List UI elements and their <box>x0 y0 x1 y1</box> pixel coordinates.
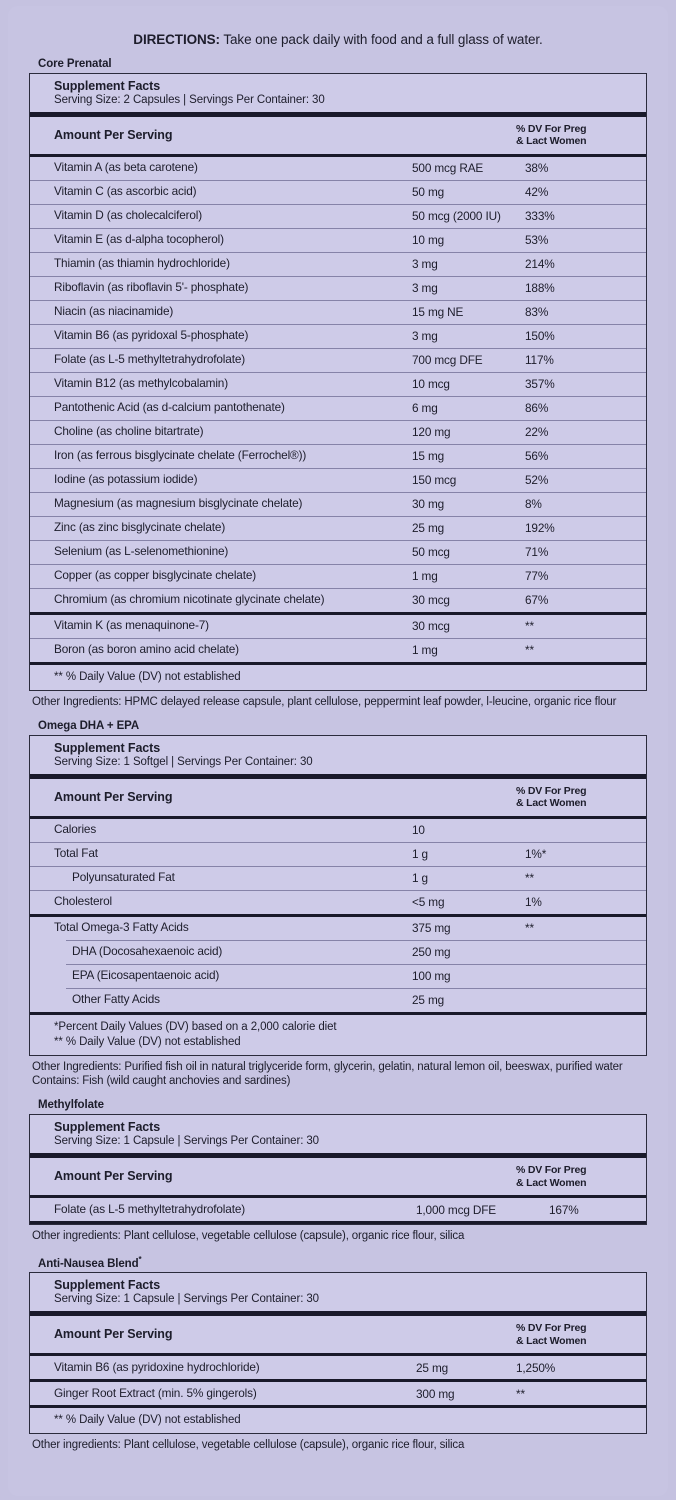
table-row <box>30 181 646 204</box>
nutrient-daily-value: 22% <box>525 425 549 440</box>
dv-header-line2: & Lact Women <box>516 797 587 810</box>
nutrient-amount: 30 mcg <box>412 593 450 608</box>
nutrient-daily-value: 188% <box>525 281 555 296</box>
nutrient-name: Chromium (as chromium nicotinate glycinate chelate) <box>54 592 325 607</box>
nutrient-name: Total Fat <box>54 846 98 861</box>
nutrient-amount: <5 mg <box>412 895 445 910</box>
nutrient-name: Magnesium (as magnesium bisglycinate chelate) <box>54 496 303 511</box>
serving-info: Serving Size: 1 Softgel | Servings Per Container: 30 <box>54 756 313 769</box>
directions-label: DIRECTIONS: <box>133 32 220 47</box>
table-row <box>30 349 646 372</box>
nutrient-daily-value: 117% <box>525 353 554 368</box>
table-row <box>30 589 646 612</box>
section-title: Methylfolate <box>38 1099 104 1112</box>
supplement-facts-title: Supplement Facts <box>54 1278 161 1293</box>
nutrient-name: Vitamin A (as beta carotene) <box>54 160 198 175</box>
nutrient-amount: 3 mg <box>412 329 438 344</box>
supplement-facts-panel <box>29 1272 647 1434</box>
nutrient-name: Vitamin C (as ascorbic acid) <box>54 184 197 199</box>
nutrient-amount: 50 mcg <box>412 545 450 560</box>
table-row <box>30 843 646 866</box>
section-title: Core Prenatal <box>38 58 112 70</box>
nutrient-name: Folate (as L-5 methyltetrahydrofolate) <box>54 352 246 367</box>
supplement-facts-header <box>30 1115 646 1153</box>
nutrient-daily-value: 71% <box>525 545 549 560</box>
nutrient-rows <box>30 1198 646 1221</box>
footnote-group <box>30 1015 646 1055</box>
nutrient-name: Iron (as ferrous bisglycinate chelate (Ferrochel®)) <box>54 448 307 463</box>
nutrient-name: EPA (Eicosapentaenoic acid) <box>72 968 220 983</box>
section-core-prenatal <box>29 47 647 709</box>
dv-header-line2: & Lact Women <box>516 1334 587 1347</box>
table-row <box>30 989 646 1012</box>
nutrient-name: Vitamin B12 (as methylcobalamin) <box>54 376 228 391</box>
table-row <box>30 565 646 588</box>
dv-header-line1: % DV For Preg <box>516 1322 587 1335</box>
table-row <box>30 277 646 300</box>
nutrient-amount: 1 g <box>412 847 428 862</box>
table-row <box>30 397 646 420</box>
nutrient-name: Vitamin D (as cholecalciferol) <box>54 208 203 223</box>
nutrient-daily-value: 333% <box>525 209 555 224</box>
other-ingredients-text: Other Ingredients: Purified fish oil in natural triglyceride form, glycerin, gelatin, natural lemon oil, beeswax, purified water <box>32 1060 623 1073</box>
nutrient-daily-value: 167% <box>549 1202 579 1217</box>
table-row <box>30 325 646 348</box>
supplement-facts-panel <box>29 1114 647 1225</box>
table-row <box>30 1382 646 1405</box>
nutrient-amount: 300 mg <box>416 1386 455 1401</box>
nutrient-name: Folate (as L-5 methyltetrahydrofolate) <box>54 1201 246 1216</box>
nutrient-daily-value: 86% <box>525 401 549 416</box>
nutrient-amount: 150 mcg <box>412 473 457 488</box>
nutrient-daily-value: 38% <box>525 161 549 176</box>
nutrient-amount: 30 mcg <box>412 619 450 634</box>
nutrient-name: Vitamin E (as d-alpha tocopherol) <box>54 232 224 247</box>
table-row <box>30 819 646 842</box>
table-row <box>30 867 646 890</box>
nutrient-name: Ginger Root Extract (min. 5% gingerols) <box>54 1385 257 1400</box>
nutrient-name: Thiamin (as thiamin hydrochloride) <box>54 256 230 271</box>
footnote-not-established: ** % Daily Value (DV) not established <box>54 1035 241 1048</box>
nutrient-name: Choline (as choline bitartrate) <box>54 424 204 439</box>
nutrient-daily-value: ** <box>516 1386 525 1401</box>
directions-body: Take one pack daily with food and a full glass of water. <box>219 32 543 47</box>
nutrient-amount: 15 mg <box>412 449 445 464</box>
nutrient-daily-value: 1,250% <box>516 1360 556 1375</box>
other-ingredients <box>29 1056 647 1089</box>
amount-per-serving-label: Amount Per Serving <box>54 1327 173 1342</box>
label-card <box>8 6 668 1496</box>
nutrient-daily-value: 357% <box>525 377 555 392</box>
nutrient-name: Vitamin B6 (as pyridoxine hydrochloride) <box>54 1359 260 1374</box>
nutrient-name: Calories <box>54 822 97 837</box>
footnote: ** % Daily Value (DV) not established <box>54 1414 241 1427</box>
nutrient-daily-value: 192% <box>525 521 555 536</box>
table-row <box>30 205 646 228</box>
nutrient-amount: 15 mg NE <box>412 305 464 320</box>
serving-info: Serving Size: 2 Capsules | Servings Per Container: 30 <box>54 94 325 106</box>
supplement-facts-title: Supplement Facts <box>54 79 161 93</box>
supplement-facts-title: Supplement Facts <box>54 1120 161 1135</box>
nutrient-name: Copper (as copper bisglycinate chelate) <box>54 568 257 583</box>
table-row <box>30 493 646 516</box>
other-ingredients: Other ingredients: Plant cellulose, vegetable cellulose (capsule), organic rice flour, silica <box>32 1230 465 1243</box>
dv-header-line1: % DV For Preg <box>516 123 587 135</box>
nutrient-amount: 10 mcg <box>412 377 450 392</box>
table-row <box>30 615 646 638</box>
dv-header-line1: % DV For Preg <box>516 785 587 798</box>
nutrient-amount: 120 mg <box>412 425 451 440</box>
nutrient-daily-value: ** <box>525 921 534 936</box>
nutrient-name: Pantothenic Acid (as d-calcium pantothenate) <box>54 400 285 415</box>
nutrient-daily-value: 1%* <box>525 847 547 862</box>
amount-per-serving-label: Amount Per Serving <box>54 790 173 805</box>
table-row <box>30 541 646 564</box>
dv-header-line2: & Lact Women <box>516 1176 587 1189</box>
nutrient-rows <box>30 819 646 914</box>
nutrient-amount: 25 mg <box>416 1360 449 1375</box>
nutrient-amount: 25 mg <box>412 993 445 1008</box>
nutrient-amount: 1 mg <box>412 643 438 658</box>
serving-info: Serving Size: 1 Capsule | Servings Per Container: 30 <box>54 1293 319 1306</box>
nutrient-daily-value: ** <box>525 871 534 886</box>
supplement-facts-panel <box>29 73 647 691</box>
nutrient-daily-value: 150% <box>525 329 555 344</box>
nutrient-name: Selenium (as L-selenomethionine) <box>54 544 229 559</box>
table-row <box>30 941 646 964</box>
table-row <box>30 373 646 396</box>
nutrient-amount: 375 mg <box>412 921 451 936</box>
nutrient-name: Cholesterol <box>54 894 113 909</box>
nutrient-daily-value: 53% <box>525 233 549 248</box>
nutrient-amount: 10 mg <box>412 233 445 248</box>
supplement-facts-title: Supplement Facts <box>54 741 161 756</box>
section-title: Omega DHA + EPA <box>38 720 140 733</box>
amount-per-serving-header <box>30 117 646 154</box>
amount-per-serving-label: Amount Per Serving <box>54 128 173 142</box>
section-anti-nausea <box>29 1244 647 1453</box>
amount-per-serving-header <box>30 779 646 816</box>
nutrient-daily-value: 77% <box>525 569 549 584</box>
table-row <box>30 917 646 940</box>
nutrient-name: Polyunsaturated Fat <box>72 870 175 885</box>
divider <box>30 1221 646 1224</box>
supplement-facts-panel <box>29 735 647 1056</box>
table-row <box>30 253 646 276</box>
nutrient-name: Boron (as boron amino acid chelate) <box>54 642 239 657</box>
nutrient-daily-value: 83% <box>525 305 549 320</box>
table-row <box>30 639 646 662</box>
amount-per-serving-header <box>30 1316 646 1353</box>
section-omega <box>29 709 647 1088</box>
table-row <box>30 1198 646 1221</box>
nutrient-name: Vitamin B6 (as pyridoxal 5-phosphate) <box>54 328 249 343</box>
table-row <box>30 1356 646 1379</box>
other-ingredients: Other ingredients: Plant cellulose, vegetable cellulose (capsule), organic rice flour, silica <box>32 1439 465 1452</box>
table-row <box>30 891 646 914</box>
nutrient-name: Other Fatty Acids <box>72 992 160 1007</box>
nutrient-amount: 500 mcg RAE <box>412 161 484 176</box>
supplement-facts-header <box>30 1273 646 1311</box>
footnote-daily-values: *Percent Daily Values (DV) based on a 2,000 calorie diet <box>54 1020 337 1033</box>
nutrient-amount: 30 mg <box>412 497 445 512</box>
section-title-text: Anti-Nausea Blend <box>38 1257 139 1270</box>
section-methylfolate <box>29 1088 647 1243</box>
table-row <box>30 421 646 444</box>
dv-column-header <box>516 123 646 148</box>
section-title <box>29 1244 647 1273</box>
nutrient-amount: 700 mcg DFE <box>412 353 483 368</box>
nutrient-daily-value: 67% <box>525 593 549 608</box>
nutrient-rows-secondary <box>30 1382 646 1405</box>
dv-column-header <box>516 1322 646 1347</box>
nutrient-amount: 1,000 mcg DFE <box>416 1202 497 1217</box>
footnote: ** % Daily Value (DV) not established <box>54 670 241 683</box>
nutrient-name: Niacin (as niacinamide) <box>54 304 174 319</box>
nutrient-amount: 6 mg <box>412 401 438 416</box>
nutrient-amount: 1 mg <box>412 569 438 584</box>
nutrient-daily-value: 1% <box>525 895 542 910</box>
nutrient-daily-value: 52% <box>525 473 549 488</box>
table-row <box>30 965 646 988</box>
nutrient-amount: 3 mg <box>412 281 438 296</box>
nutrient-rows-secondary <box>30 615 646 662</box>
nutrient-name: Iodine (as potassium iodide) <box>54 472 198 487</box>
nutrient-rows <box>30 1356 646 1379</box>
table-row <box>30 301 646 324</box>
nutrient-daily-value: 8% <box>525 497 542 512</box>
amount-per-serving-label: Amount Per Serving <box>54 1169 173 1184</box>
contains-allergen-text: Contains: Fish (wild caught anchovies and sardines) <box>32 1075 291 1088</box>
nutrient-amount: 25 mg <box>412 521 445 536</box>
table-row <box>30 445 646 468</box>
nutrient-name: Riboflavin (as riboflavin 5'- phosphate) <box>54 280 249 295</box>
section-title-asterisk: * <box>138 1254 142 1264</box>
nutrient-amount: 100 mg <box>412 969 451 984</box>
nutrient-amount: 1 g <box>412 871 428 886</box>
nutrient-amount: 3 mg <box>412 257 438 272</box>
nutrient-daily-value: 42% <box>525 185 549 200</box>
nutrient-rows <box>30 157 646 612</box>
table-row <box>30 229 646 252</box>
dv-header-line2: & Lact Women <box>516 135 587 148</box>
directions-text <box>8 6 668 47</box>
dv-column-header <box>516 1164 646 1189</box>
nutrient-daily-value: ** <box>525 619 534 634</box>
serving-info: Serving Size: 1 Capsule | Servings Per Container: 30 <box>54 1135 319 1148</box>
nutrient-amount: 10 <box>412 823 425 838</box>
nutrient-amount: 50 mg <box>412 185 445 200</box>
supplement-facts-header <box>30 736 646 774</box>
dv-column-header <box>516 785 646 810</box>
nutrient-name: Vitamin K (as menaquinone-7) <box>54 618 209 633</box>
nutrient-name: Total Omega-3 Fatty Acids <box>54 920 189 935</box>
supplement-facts-header <box>30 74 646 112</box>
table-row <box>30 517 646 540</box>
nutrient-amount: 250 mg <box>412 945 451 960</box>
nutrient-daily-value: ** <box>525 643 534 658</box>
nutrient-rows-secondary <box>30 917 646 1012</box>
table-row <box>30 469 646 492</box>
table-row <box>30 157 646 180</box>
dv-header-line1: % DV For Preg <box>516 1164 587 1177</box>
nutrient-name: Zinc (as zinc bisglycinate chelate) <box>54 520 226 535</box>
nutrient-name: DHA (Docosahexaenoic acid) <box>72 944 223 959</box>
nutrient-daily-value: 214% <box>525 257 555 272</box>
nutrient-amount: 50 mcg (2000 IU) <box>412 209 501 224</box>
nutrient-daily-value: 56% <box>525 449 549 464</box>
other-ingredients: Other Ingredients: HPMC delayed release capsule, plant cellulose, peppermint leaf powder, l-leucine, organic rice flour <box>32 695 617 708</box>
amount-per-serving-header <box>30 1158 646 1195</box>
